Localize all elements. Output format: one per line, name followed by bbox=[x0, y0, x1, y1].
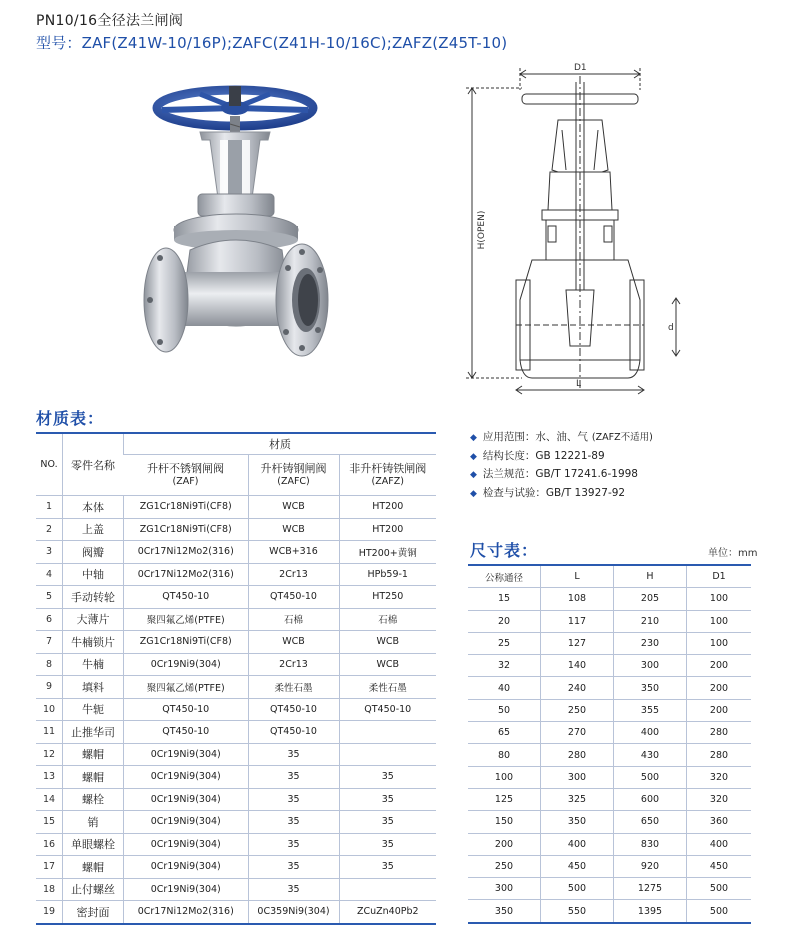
cell-no: 5 bbox=[36, 586, 63, 609]
cell-d1: 280 bbox=[687, 744, 752, 766]
spec-sep: ： bbox=[524, 449, 536, 462]
col-header-zafz: 非升杆铸铁闸阀 (ZAFZ) bbox=[339, 455, 436, 496]
table-row bbox=[36, 743, 436, 766]
cell-zaf: 0Cr17Ni12Mo2(316) bbox=[124, 563, 249, 586]
cell-part: 填料 bbox=[63, 676, 124, 699]
cell-zafz: HT200+黄铜 bbox=[339, 541, 436, 564]
cell-no: 11 bbox=[36, 721, 63, 744]
table-row bbox=[468, 699, 751, 721]
cell-no: 19 bbox=[36, 901, 63, 924]
cell-d1: 100 bbox=[687, 588, 752, 610]
cell-no: 2 bbox=[36, 518, 63, 541]
cell-part: 密封面 bbox=[63, 901, 124, 924]
cell-zafz: ZCuZn40Pb2 bbox=[339, 901, 436, 924]
cell-zafz: WCB bbox=[339, 653, 436, 676]
cell-dn: 65 bbox=[468, 722, 541, 744]
cell-part: 手动转轮 bbox=[63, 586, 124, 609]
cell-dn: 300 bbox=[468, 878, 541, 900]
cell-zafc: 石棉 bbox=[248, 608, 339, 631]
cell-zafz: 35 bbox=[339, 811, 436, 834]
cell-dn: 350 bbox=[468, 900, 541, 923]
table-row bbox=[36, 563, 436, 586]
table-row bbox=[36, 518, 436, 541]
cell-no: 10 bbox=[36, 698, 63, 721]
cell-part: 牛楠 bbox=[63, 653, 124, 676]
cell-zafc: 35 bbox=[248, 766, 339, 789]
cell-zafc: 35 bbox=[248, 743, 339, 766]
spec-value: GB/T 13927-92 bbox=[545, 486, 626, 499]
cell-d1: 400 bbox=[687, 833, 752, 855]
table-row bbox=[36, 766, 436, 789]
cell-zafc: QT450-10 bbox=[248, 721, 339, 744]
cell-part: 单眼螺栓 bbox=[63, 833, 124, 856]
table-row bbox=[468, 766, 751, 788]
table-row bbox=[36, 878, 436, 901]
cell-part: 上盖 bbox=[63, 518, 124, 541]
cell-part: 螺帽 bbox=[63, 743, 124, 766]
table-row bbox=[468, 811, 751, 833]
spec-item bbox=[470, 447, 653, 466]
cell-dn: 25 bbox=[468, 632, 541, 654]
cell-d1: 500 bbox=[687, 900, 752, 923]
cell-l: 250 bbox=[541, 699, 614, 721]
cell-no: 3 bbox=[36, 541, 63, 564]
dim-label-d: d bbox=[668, 323, 674, 333]
cell-zafc: 35 bbox=[248, 856, 339, 879]
spec-value: GB/T 17241.6-1998 bbox=[535, 468, 638, 480]
cell-zafz: QT450-10 bbox=[339, 698, 436, 721]
cell-zafc: WCB bbox=[248, 496, 339, 519]
spec-sep: ： bbox=[524, 468, 536, 480]
col-header-d1: D1 bbox=[687, 565, 752, 588]
spec-label: 法兰规范 bbox=[482, 468, 525, 480]
cell-zaf: 0Cr19Ni9(304) bbox=[124, 856, 249, 879]
col-header-dn: 公称通径 bbox=[468, 565, 541, 588]
cell-zafc: 2Cr13 bbox=[248, 653, 339, 676]
cell-zafz: 35 bbox=[339, 833, 436, 856]
cell-zaf: 0Cr17Ni12Mo2(316) bbox=[124, 901, 249, 924]
cell-zaf: QT450-10 bbox=[124, 698, 249, 721]
cell-d1: 500 bbox=[687, 878, 752, 900]
cell-d1: 200 bbox=[687, 655, 752, 677]
cell-d1: 450 bbox=[687, 855, 752, 877]
cell-zaf: 0Cr17Ni12Mo2(316) bbox=[124, 541, 249, 564]
cell-h: 210 bbox=[614, 610, 687, 632]
cell-l: 140 bbox=[541, 655, 614, 677]
cell-h: 205 bbox=[614, 588, 687, 610]
table-row bbox=[36, 788, 436, 811]
cell-zafc: 柔性石墨 bbox=[248, 676, 339, 699]
diamond-bullet-icon: ◆ bbox=[470, 470, 477, 480]
cell-no: 9 bbox=[36, 676, 63, 699]
cell-h: 230 bbox=[614, 632, 687, 654]
spec-item bbox=[470, 428, 653, 447]
cell-zaf: 0Cr19Ni9(304) bbox=[124, 878, 249, 901]
cell-l: 325 bbox=[541, 788, 614, 810]
cell-dn: 150 bbox=[468, 811, 541, 833]
cell-zafc: WCB bbox=[248, 631, 339, 654]
dim-label-h: H(OPEN) bbox=[477, 210, 487, 250]
table-row bbox=[468, 655, 751, 677]
col-header-h: H bbox=[614, 565, 687, 588]
cell-d1: 320 bbox=[687, 788, 752, 810]
page-title: PN10/16全径法兰闸阀 bbox=[36, 13, 184, 29]
table-row bbox=[468, 722, 751, 744]
cell-l: 550 bbox=[541, 900, 614, 923]
cell-part: 螺帽 bbox=[63, 856, 124, 879]
cell-zaf: ZG1Cr18Ni9Ti(CF8) bbox=[124, 496, 249, 519]
cell-l: 350 bbox=[541, 811, 614, 833]
cell-zafz: WCB bbox=[339, 631, 436, 654]
cell-zafc: 35 bbox=[248, 878, 339, 901]
cell-l: 400 bbox=[541, 833, 614, 855]
table-row bbox=[36, 856, 436, 879]
cell-dn: 125 bbox=[468, 788, 541, 810]
diamond-bullet-icon: ◆ bbox=[470, 433, 477, 443]
cell-part: 螺帽 bbox=[63, 766, 124, 789]
table-row bbox=[36, 586, 436, 609]
cell-zafc: 35 bbox=[248, 811, 339, 834]
spec-value: 水、油、气 bbox=[535, 431, 588, 443]
cell-zaf: 0Cr19Ni9(304) bbox=[124, 788, 249, 811]
cell-dn: 80 bbox=[468, 744, 541, 766]
cell-h: 600 bbox=[614, 788, 687, 810]
cell-h: 1275 bbox=[614, 878, 687, 900]
cell-no: 16 bbox=[36, 833, 63, 856]
cell-dn: 50 bbox=[468, 699, 541, 721]
cell-part: 牛轭 bbox=[63, 698, 124, 721]
cell-l: 240 bbox=[541, 677, 614, 699]
cell-no: 17 bbox=[36, 856, 63, 879]
cell-h: 500 bbox=[614, 766, 687, 788]
cell-zaf: 0Cr19Ni9(304) bbox=[124, 653, 249, 676]
cell-no: 6 bbox=[36, 608, 63, 631]
table-row bbox=[36, 608, 436, 631]
cell-zaf: 0Cr19Ni9(304) bbox=[124, 811, 249, 834]
cell-d1: 360 bbox=[687, 811, 752, 833]
cell-zafc: 35 bbox=[248, 788, 339, 811]
cell-zaf: 0Cr19Ni9(304) bbox=[124, 833, 249, 856]
table-row bbox=[36, 721, 436, 744]
cell-dn: 250 bbox=[468, 855, 541, 877]
sizes-table bbox=[468, 564, 751, 924]
col-header-material: 材质 bbox=[124, 433, 437, 455]
cell-zafz: HT200 bbox=[339, 496, 436, 519]
table-row bbox=[36, 496, 436, 519]
cell-h: 650 bbox=[614, 811, 687, 833]
cell-zafc: 35 bbox=[248, 833, 339, 856]
table-row bbox=[36, 541, 436, 564]
materials-table bbox=[36, 432, 436, 925]
col-header-part: 零件名称 bbox=[63, 433, 124, 496]
col-header-l: L bbox=[541, 565, 614, 588]
cell-zaf: QT450-10 bbox=[124, 586, 249, 609]
cell-d1: 280 bbox=[687, 722, 752, 744]
cell-zafz: 35 bbox=[339, 788, 436, 811]
col-header-no: NO. bbox=[36, 433, 63, 496]
table-row bbox=[468, 588, 751, 610]
cell-zafc: 0C359Ni9(304) bbox=[248, 901, 339, 924]
cell-zafc: WCB bbox=[248, 518, 339, 541]
table-row bbox=[36, 811, 436, 834]
cell-dn: 200 bbox=[468, 833, 541, 855]
cell-l: 450 bbox=[541, 855, 614, 877]
cell-d1: 320 bbox=[687, 766, 752, 788]
spec-note: (ZAFZ不适用) bbox=[591, 432, 653, 443]
cell-h: 300 bbox=[614, 655, 687, 677]
cell-d1: 100 bbox=[687, 632, 752, 654]
cell-h: 920 bbox=[614, 855, 687, 877]
table-row bbox=[468, 744, 751, 766]
cell-zafz: 35 bbox=[339, 766, 436, 789]
spec-label: 结构长度 bbox=[482, 449, 525, 462]
cell-zafz bbox=[339, 743, 436, 766]
cell-l: 500 bbox=[541, 878, 614, 900]
cell-dn: 40 bbox=[468, 677, 541, 699]
table-row bbox=[36, 676, 436, 699]
table-row bbox=[468, 878, 751, 900]
sizes-title: 尺寸表： bbox=[470, 541, 539, 560]
cell-part: 大薄片 bbox=[63, 608, 124, 631]
diamond-bullet-icon: ◆ bbox=[470, 488, 477, 499]
cell-l: 117 bbox=[541, 610, 614, 632]
cell-dn: 20 bbox=[468, 610, 541, 632]
spec-label: 应用范围 bbox=[482, 431, 525, 443]
cell-no: 15 bbox=[36, 811, 63, 834]
cell-zafz: HT250 bbox=[339, 586, 436, 609]
cell-zafz: HT200 bbox=[339, 518, 436, 541]
dim-label-l: L bbox=[576, 379, 582, 389]
cell-l: 280 bbox=[541, 744, 614, 766]
table-row bbox=[468, 788, 751, 810]
cell-l: 300 bbox=[541, 766, 614, 788]
cell-zaf: ZG1Cr18Ni9Ti(CF8) bbox=[124, 518, 249, 541]
table-row bbox=[36, 901, 436, 924]
cell-zaf: 聚四氟乙烯(PTFE) bbox=[124, 676, 249, 699]
table-row bbox=[468, 632, 751, 654]
spec-item bbox=[470, 465, 653, 484]
cell-zaf: ZG1Cr18Ni9Ti(CF8) bbox=[124, 631, 249, 654]
materials-title: 材质表： bbox=[36, 409, 105, 428]
spec-sep: ： bbox=[535, 486, 546, 499]
spec-list bbox=[470, 428, 653, 502]
table-row bbox=[36, 631, 436, 654]
cell-h: 1395 bbox=[614, 900, 687, 923]
cell-zaf: 0Cr19Ni9(304) bbox=[124, 743, 249, 766]
cell-no: 14 bbox=[36, 788, 63, 811]
cell-part: 销 bbox=[63, 811, 124, 834]
cell-no: 12 bbox=[36, 743, 63, 766]
cell-zafc: WCB+316 bbox=[248, 541, 339, 564]
table-row bbox=[468, 610, 751, 632]
cell-h: 400 bbox=[614, 722, 687, 744]
gate-valve-photo bbox=[140, 80, 340, 380]
cell-zafc: QT450-10 bbox=[248, 698, 339, 721]
cell-zafz: 35 bbox=[339, 856, 436, 879]
table-row bbox=[468, 855, 751, 877]
cell-l: 270 bbox=[541, 722, 614, 744]
cell-d1: 200 bbox=[687, 699, 752, 721]
table-row bbox=[468, 833, 751, 855]
diamond-bullet-icon: ◆ bbox=[470, 451, 477, 462]
cell-no: 7 bbox=[36, 631, 63, 654]
cell-l: 127 bbox=[541, 632, 614, 654]
cell-dn: 15 bbox=[468, 588, 541, 610]
cell-zafz bbox=[339, 878, 436, 901]
table-row bbox=[36, 698, 436, 721]
col-header-zaf: 升杆不锈钢闸阀 (ZAF) bbox=[124, 455, 249, 496]
cell-h: 350 bbox=[614, 677, 687, 699]
table-row bbox=[468, 677, 751, 699]
cell-part: 阀瓣 bbox=[63, 541, 124, 564]
cell-part: 中轴 bbox=[63, 563, 124, 586]
cell-d1: 200 bbox=[687, 677, 752, 699]
cell-no: 8 bbox=[36, 653, 63, 676]
model-line: 型号：ZAF(Z41W-10/16P);ZAFC(Z41H-10/16C);ZAFZ(Z45T-10) bbox=[36, 34, 508, 52]
cell-part: 止推华司 bbox=[63, 721, 124, 744]
valve-section-drawing bbox=[462, 60, 694, 400]
spec-sep: ： bbox=[524, 431, 536, 443]
cell-d1: 100 bbox=[687, 610, 752, 632]
table-row bbox=[36, 833, 436, 856]
cell-h: 355 bbox=[614, 699, 687, 721]
spec-item bbox=[470, 484, 653, 503]
cell-zafz: HPb59-1 bbox=[339, 563, 436, 586]
cell-part: 螺栓 bbox=[63, 788, 124, 811]
cell-zafz bbox=[339, 721, 436, 744]
cell-l: 108 bbox=[541, 588, 614, 610]
cell-dn: 32 bbox=[468, 655, 541, 677]
cell-no: 1 bbox=[36, 496, 63, 519]
cell-zafz: 柔性石墨 bbox=[339, 676, 436, 699]
dim-label-d1: D1 bbox=[574, 63, 587, 73]
cell-zaf: 0Cr19Ni9(304) bbox=[124, 766, 249, 789]
cell-no: 13 bbox=[36, 766, 63, 789]
cell-no: 18 bbox=[36, 878, 63, 901]
cell-part: 止付螺丝 bbox=[63, 878, 124, 901]
cell-no: 4 bbox=[36, 563, 63, 586]
cell-zafc: QT450-10 bbox=[248, 586, 339, 609]
cell-h: 430 bbox=[614, 744, 687, 766]
table-row bbox=[468, 900, 751, 923]
cell-dn: 100 bbox=[468, 766, 541, 788]
spec-value: GB 12221-89 bbox=[535, 449, 605, 462]
cell-part: 本体 bbox=[63, 496, 124, 519]
spec-label: 检查与试验 bbox=[482, 486, 536, 499]
cell-zafc: 2Cr13 bbox=[248, 563, 339, 586]
cell-zaf: QT450-10 bbox=[124, 721, 249, 744]
cell-zafz: 石棉 bbox=[339, 608, 436, 631]
cell-h: 830 bbox=[614, 833, 687, 855]
cell-part: 牛楠锁片 bbox=[63, 631, 124, 654]
table-row bbox=[36, 653, 436, 676]
col-header-zafc: 升杆铸钢闸阀 (ZAFC) bbox=[248, 455, 339, 496]
cell-zaf: 聚四氟乙烯(PTFE) bbox=[124, 608, 249, 631]
unit-label: 单位：mm bbox=[708, 548, 758, 559]
